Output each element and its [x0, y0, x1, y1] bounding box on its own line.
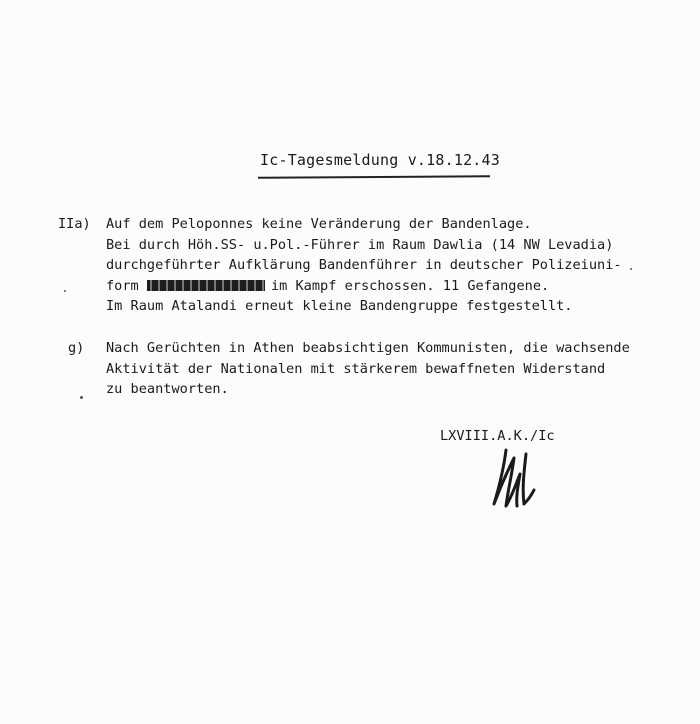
section-label: IIa): [58, 216, 91, 232]
title-underline: [258, 175, 490, 179]
document-title: Ic-Tagesmeldung v.18.12.43: [260, 151, 500, 169]
text-fragment: im Kampf erschossen. 11 Gefangene.: [270, 277, 550, 294]
text-fragment: form: [106, 277, 139, 294]
text-line: Auf dem Peloponnes keine Veränderung der Bandenlage.: [106, 216, 532, 232]
text-line-with-strikeout: [106, 276, 622, 297]
text-line: Im Raum Atalandi erneut kleine Bandengruppe festgestellt.: [106, 298, 573, 314]
handwritten-signature: [484, 444, 556, 510]
section-body: [106, 338, 630, 400]
text-line: durchgeführter Aufklärung Bandenführer in deutscher Polizeiuni-: [106, 257, 622, 273]
struck-out-word: [147, 280, 265, 291]
text-line: Aktivität der Nationalen mit stärkerem bewaffneten Widerstand: [106, 360, 606, 377]
paper-speck: [64, 290, 66, 292]
text-line: Nach Gerüchten in Athen beabsichtigen Kommunisten, die wachsende: [106, 340, 630, 356]
text-line: zu beantworten.: [106, 381, 229, 397]
paper-speck: [630, 268, 632, 270]
section-body: [106, 214, 622, 317]
unit-designation: LXVIII.A.K./Ic: [440, 428, 555, 444]
paper-speck: [80, 396, 83, 399]
text-line: Bei durch Höh.SS- u.Pol.-Führer im Raum Dawlia (14 NW Levadia): [106, 236, 614, 253]
section-label: g): [68, 340, 85, 356]
